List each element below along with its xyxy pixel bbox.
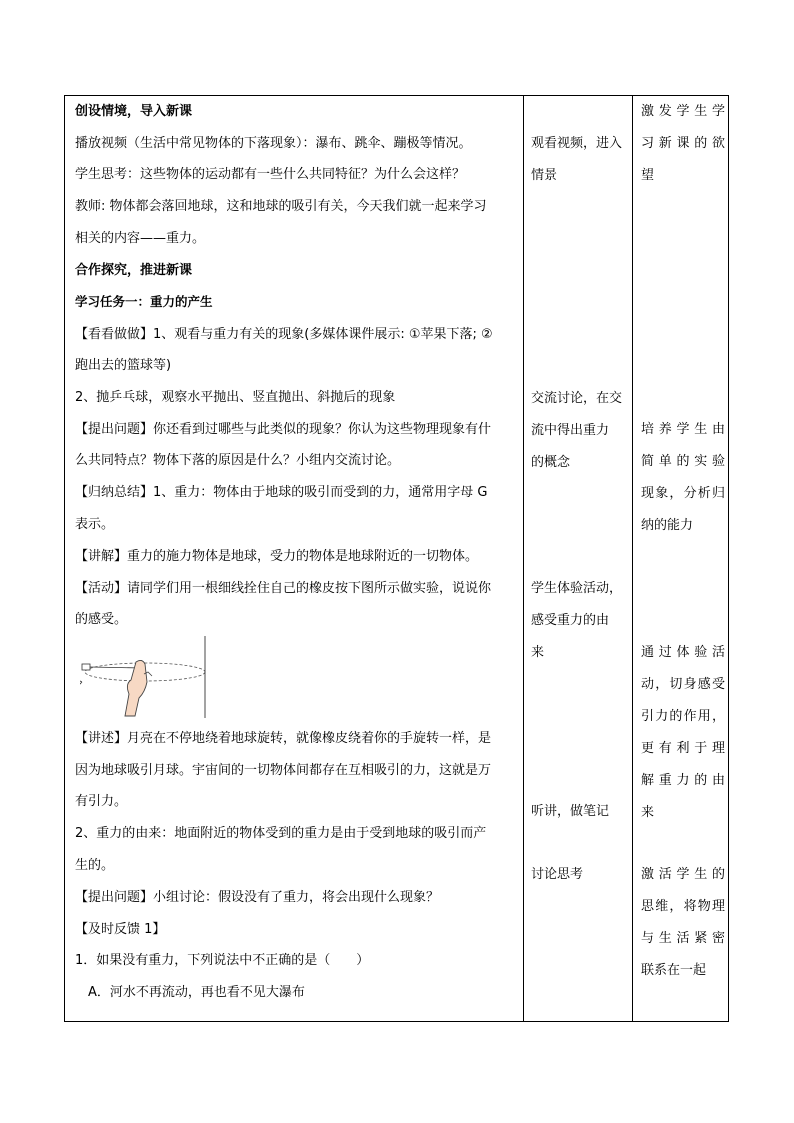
content-line: 因为地球吸引月球。宇宙间的一切物体间都存在互相吸引的力，这就是万: [75, 763, 492, 778]
content-line: 【看看做做】1、观看与重力有关的现象(多媒体课件展示: ①苹果下落; ②: [75, 327, 493, 342]
activity-cell: [531, 796, 629, 828]
cell-line: 通过体验活: [641, 645, 725, 660]
cell-line: 简单的实验: [641, 454, 725, 469]
intent-cell: [641, 859, 725, 987]
content-line: 跑出去的篮球等): [75, 358, 172, 373]
content-line: 【提出问题】你还看到过哪些与此类似的现象？你认为这些物理现象有什: [75, 422, 492, 437]
content-line: 【活动】请同学们用一根细线拴住自己的橡皮按下图所示做实验，说说你: [75, 581, 492, 596]
design-intent-column: [634, 96, 729, 1021]
activity-cell: [531, 573, 629, 669]
section-heading: 创设情境，导入新课: [75, 104, 193, 119]
content-line: 教师: 物体都会落回地球，这和地球的吸引有关，今天我们就一起来学习: [75, 199, 487, 214]
cell-line: 解重力的由: [641, 773, 725, 788]
cell-line: 听讲，做笔记: [531, 804, 610, 819]
task-heading: 学习任务一：重力的产生: [75, 294, 213, 309]
student-activity-column: [524, 96, 632, 1021]
content-line: 表示。: [75, 517, 115, 532]
intent-cell: [641, 637, 725, 829]
content-line: 【讲解】重力的施力物体是地球，受力的物体是地球附近的一切物体。: [75, 549, 479, 564]
activity-cell: [531, 383, 629, 479]
content-line: 2、重力的由来：地面附近的物体受到的重力是由于受到地球的吸引而产: [75, 826, 487, 841]
cell-line: 讨论思考: [531, 867, 584, 882]
content-line: 么共同特点？物体下落的原因是什么？小组内交流讨论。: [75, 453, 401, 468]
activity-cell: [531, 128, 629, 192]
content-line: 学生思考：这些物体的运动都有一些什么共同特征？为什么会这样？: [75, 167, 466, 182]
content-line: 2、抛乒乓球，观察水平抛出、竖直抛出、斜抛后的现象: [75, 390, 396, 405]
cell-line: 联系在一起: [641, 963, 707, 978]
cell-line: 学生体验活动，: [531, 581, 623, 596]
lesson-table: [64, 95, 729, 1022]
cell-line: 激发学生学: [641, 104, 725, 119]
intent-cell: [641, 414, 725, 542]
content-line: 生的。: [75, 858, 115, 873]
cell-line: 与生活紧密: [641, 931, 725, 946]
column-divider: [632, 96, 633, 1021]
content-line: 【及时反馈 1】: [75, 922, 166, 937]
cell-line: 思维，将物理: [641, 899, 725, 914]
cell-line: 激活学生的: [641, 867, 725, 882]
cell-line: 观看视频，进入: [531, 136, 623, 151]
content-line: 【提出问题】小组讨论：假设没有了重力，将会出现什么现象？: [75, 890, 440, 905]
cell-line: 感受重力的由: [531, 613, 610, 628]
cell-line: 流中得出重力: [531, 423, 610, 438]
cell-line: 来: [531, 645, 545, 660]
content-line: A．河水不再流动，再也看不见大瀑布: [75, 985, 305, 1000]
activity-cell: [531, 859, 629, 891]
cell-line: 的概念: [531, 455, 571, 470]
cell-line: 望: [641, 168, 655, 183]
cell-line: 纳的能力: [641, 518, 694, 533]
cell-line: 引力的作用，: [641, 709, 725, 724]
cell-line: 情景: [531, 168, 558, 183]
eraser-swing-illustration: [80, 636, 210, 718]
cell-line: 现象，分析归: [641, 486, 725, 501]
content-line: 1．如果没有重力，下列说法中不正确的是（ ）: [75, 953, 370, 968]
intent-cell: [641, 96, 725, 192]
content-line: 【讲述】月亮在不停地绕着地球旋转，就像橡皮绕着你的手旋转一样，是: [75, 731, 492, 746]
content-line: 有引力。: [75, 794, 128, 809]
content-line: 的感受。: [75, 612, 128, 627]
teaching-content-column: [65, 96, 523, 1021]
content-line: 相关的内容——重力。: [75, 231, 206, 246]
section-heading: 合作探究，推进新课: [75, 263, 193, 278]
cell-line: 动，切身感受: [641, 677, 725, 692]
content-line: 【归纳总结】1、重力：物体由于地球的吸引而受到的力，通常用字母 G: [75, 485, 488, 500]
cell-line: 交流讨论，在交: [531, 391, 623, 406]
cell-line: 更有利于理: [641, 741, 725, 756]
cell-line: 来: [641, 805, 655, 820]
content-line: 播放视频（生活中常见物体的下落现象）：瀑布、跳伞、蹦极等情况。: [75, 136, 472, 151]
cell-line: 培养学生由: [641, 422, 725, 437]
cell-line: 习新课的欲: [641, 136, 725, 151]
